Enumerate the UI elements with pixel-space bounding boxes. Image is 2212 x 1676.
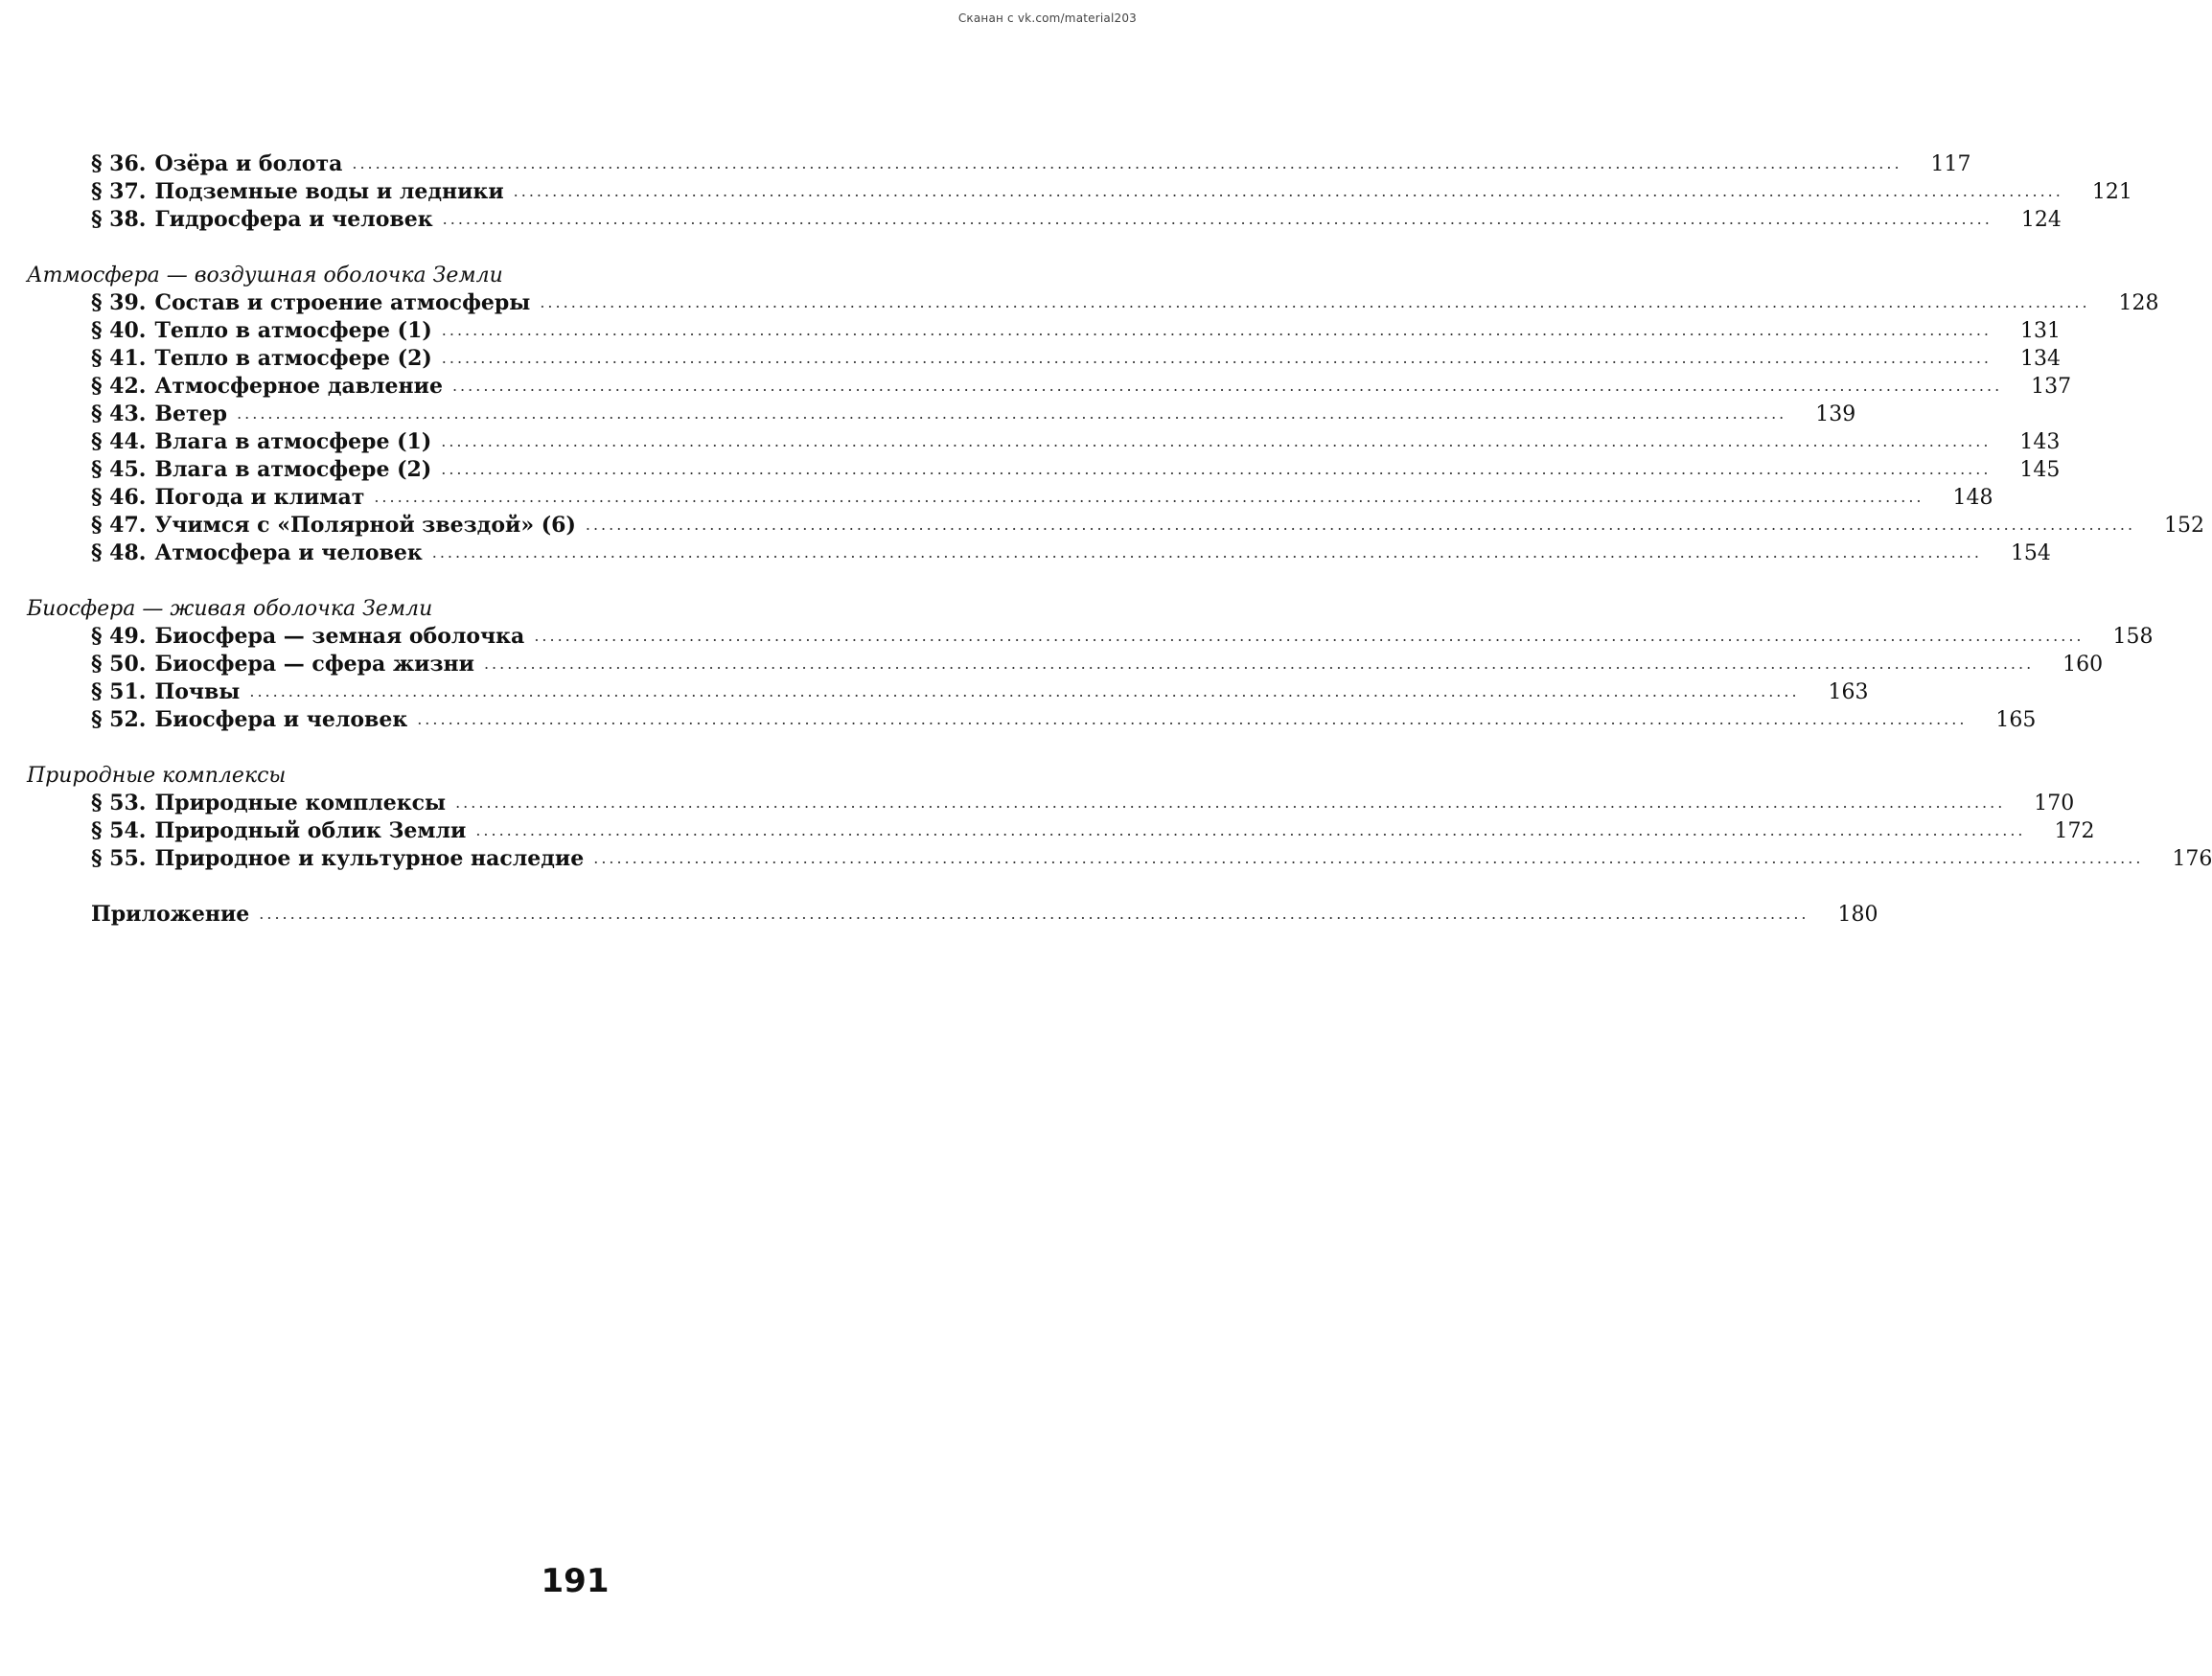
toc-entry-title: Гидросфера и человек [154,207,433,232]
toc-leader-dots: ........................................................................................................................................................................................................ [374,488,1924,506]
toc-entry-page: 180 [1837,903,1878,927]
toc-entry[interactable] [91,456,2061,484]
toc-leader-dots: ........................................................................................................................................................................................................ [417,710,1968,728]
toc-entry[interactable] [91,150,1971,178]
toc-entry-page: 139 [1815,402,1856,426]
toc-entry-page: 176 [2172,847,2212,871]
toc-entry-page: 165 [1995,708,2037,732]
toc-entry-title: Природный облик Земли [154,818,467,843]
toc-entry-number: § 40. [91,318,147,343]
toc-entry-number: § 43. [91,402,147,426]
toc-leader-dots: ........................................................................................................................................................................................................ [585,516,2136,534]
toc-leader-dots: ........................................................................................................................................................................................................ [237,404,1787,423]
toc-entry-number: § 38. [91,207,147,232]
toc-entry-page: 148 [1952,486,1993,510]
toc-leader-dots: ........................................................................................................................................................................................................ [441,460,1992,478]
toc-entry[interactable] [91,623,2154,651]
toc-entry-number: § 47. [91,513,147,538]
toc-leader-dots: ........................................................................................................................................................................................................ [352,154,1902,172]
toc-entry[interactable] [91,678,1869,706]
toc-entry-title: Тепло в атмосфере (2) [154,346,432,371]
toc-leader-dots: ........................................................................................................................................................................................................ [534,627,2085,645]
toc-entry-title: Влага в атмосфере (1) [154,429,432,454]
toc-entry-number: § 39. [91,290,147,315]
toc-entry[interactable] [91,345,2061,373]
toc-entry-appendix[interactable] [91,901,1878,929]
toc-entry-title: Биосфера — земная оболочка [154,624,525,649]
toc-entry-page: 158 [2112,625,2154,649]
section-heading-biosphere: Биосфера — живая оболочка Земли [27,597,433,621]
toc-entry[interactable] [91,540,2051,567]
toc-entry-number: § 37. [91,179,147,204]
toc-entry-title: Состав и строение атмосферы [154,290,531,315]
toc-entry-number: § 42. [91,374,147,399]
toc-entry-title: Тепло в атмосфере (1) [154,318,432,343]
toc-entry-number: § 51. [91,679,147,704]
toc-entry-number: § 55. [91,846,147,871]
toc-entry-title: Природное и культурное наследие [154,846,585,871]
toc-entry-title: Природные комплексы [154,791,447,815]
toc-entry-title: Озёра и болота [154,151,343,176]
toc-entry-page: 160 [2062,653,2104,677]
toc-entry-page: 163 [1828,680,1869,704]
toc-entry-title: Почвы [154,679,241,704]
section-heading-natural-complexes: Природные комплексы [27,764,287,788]
toc-entry-number: § 46. [91,485,147,510]
toc-leader-dots: ........................................................................................................................................................................................................ [431,543,1982,562]
toc-leader-dots: ........................................................................................................................................................................................................ [259,905,1809,923]
toc-entry[interactable] [91,845,2212,873]
toc-leader-dots: ........................................................................................................................................................................................................ [249,682,1800,700]
toc-entry-page: 128 [2118,291,2159,315]
toc-entry-page: 152 [2164,514,2205,538]
toc-leader-dots: ........................................................................................................................................................................................................ [593,849,2144,867]
toc-entry[interactable] [91,206,2062,234]
toc-entry-number: § 50. [91,652,147,677]
toc-entry-title: Ветер [154,402,228,426]
page-number: 191 [541,1562,610,1600]
toc-entry-title: Подземные воды и ледники [154,179,504,204]
toc-entry-number: § 44. [91,429,147,454]
toc-entry[interactable] [91,428,2061,456]
toc-entry[interactable] [91,484,1993,512]
toc-leader-dots: ........................................................................................................................................................................................................ [441,432,1992,450]
toc-entry[interactable] [91,706,2037,734]
toc-entry-page: 143 [2019,430,2061,454]
toc-entry-number: § 41. [91,346,147,371]
toc-leader-dots: ........................................................................................................................................................................................................ [441,349,1992,367]
toc-leader-dots: ........................................................................................................................................................................................................ [513,182,2063,200]
toc-entry-title: Биосфера и человек [154,707,408,732]
toc-leader-dots: ........................................................................................................................................................................................................ [442,210,1993,228]
scan-watermark: Сканан с vk.com/material203 [957,11,1137,25]
toc-entry-title: Атмосферное давление [154,374,443,399]
toc-entry[interactable] [91,178,2132,206]
toc-leader-dots: ........................................................................................................................................................................................................ [475,821,2026,839]
toc-entry-page: 137 [2031,375,2072,399]
section-heading-atmosphere: Атмосфера — воздушная оболочка Земли [27,264,503,287]
toc-leader-dots: ........................................................................................................................................................................................................ [455,793,2006,812]
toc-entry-title: Атмосфера и человек [154,540,423,565]
toc-entry-title: Приложение [91,902,250,927]
toc-leader-dots: ........................................................................................................................................................................................................ [441,321,1992,339]
toc-entry-number: § 48. [91,540,147,565]
toc-entry-page: 154 [2010,541,2051,565]
toc-entry-number: § 52. [91,707,147,732]
toc-entry-page: 121 [2091,180,2132,204]
toc-entry[interactable] [91,289,2159,317]
toc-entry-page: 145 [2019,458,2061,482]
toc-entry-title: Погода и климат [154,485,365,510]
toc-leader-dots: ........................................................................................................................................................................................................ [540,293,2090,311]
toc-entry-page: 131 [2019,319,2061,343]
toc-entry-page: 170 [2034,792,2075,815]
toc-entry-page: 117 [1930,152,1971,176]
toc-entry-title: Учимся с «Полярной звездой» (6) [154,513,576,538]
toc-entry-title: Биосфера — сфера жизни [154,652,474,677]
toc-entry-title: Влага в атмосфере (2) [154,457,432,482]
toc-entry-number: § 54. [91,818,147,843]
toc-entry-number: § 45. [91,457,147,482]
toc-entry-page: 124 [2020,208,2062,232]
toc-entry[interactable] [91,512,2205,540]
toc-leader-dots: ........................................................................................................................................................................................................ [483,654,2035,673]
toc-entry-page: 172 [2054,819,2095,843]
toc-entry[interactable] [91,790,2075,817]
toc-leader-dots: ........................................................................................................................................................................................................ [451,377,2003,395]
toc-entry[interactable] [91,401,1856,428]
toc-entry-number: § 36. [91,151,147,176]
toc-entry-number: § 53. [91,791,147,815]
toc-entry[interactable] [91,373,2072,401]
toc-entry-page: 134 [2019,347,2061,371]
toc-entry-number: § 49. [91,624,147,649]
toc-entry[interactable] [91,317,2061,345]
toc-entry[interactable] [91,651,2104,678]
toc-entry[interactable] [91,817,2095,845]
